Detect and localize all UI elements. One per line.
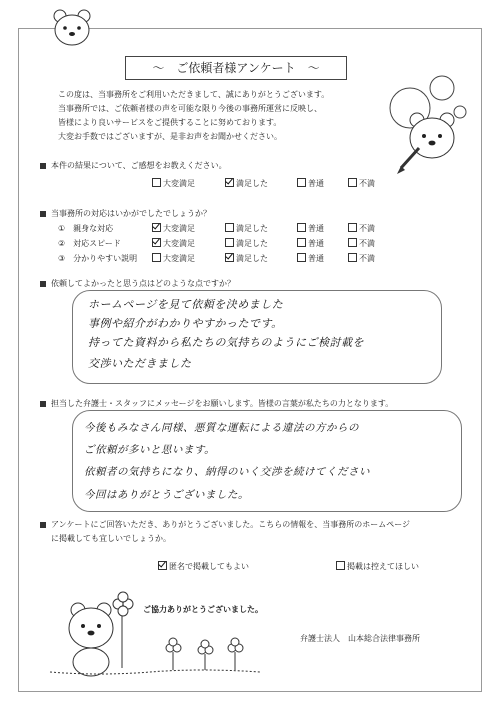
q2-option[interactable] bbox=[152, 238, 195, 249]
question-4 bbox=[40, 398, 393, 409]
q2-option[interactable] bbox=[225, 238, 268, 249]
checkbox-checked[interactable] bbox=[225, 178, 234, 187]
question-text: 本件の結果について、ご感想をお教えください。 bbox=[51, 161, 227, 170]
checkbox[interactable] bbox=[152, 253, 161, 262]
intro-line: この度は、当事務所をご利用いただきまして、誠にありがとうございます。 bbox=[58, 90, 330, 99]
option-label: 不満 bbox=[359, 179, 375, 188]
question-5 bbox=[40, 518, 440, 546]
q3-answer-line: ホームページを見て依頼を決めました bbox=[88, 298, 284, 311]
question-text: に掲載しても宜しいでしょうか。 bbox=[51, 534, 171, 543]
question-text: 担当した弁護士・スタッフにメッセージをお願いします。皆様の言葉が私たちの力となります。 bbox=[51, 399, 394, 408]
pencil-icon bbox=[395, 108, 465, 176]
checkbox[interactable] bbox=[348, 238, 357, 247]
q3-answer-line: 事例や紹介がわかりやすかったです。 bbox=[88, 317, 283, 330]
q2-option[interactable] bbox=[225, 253, 268, 264]
option-label: 不満 bbox=[359, 254, 375, 263]
checkbox[interactable] bbox=[297, 223, 306, 232]
q2-option[interactable] bbox=[297, 253, 324, 264]
q2-option[interactable] bbox=[152, 223, 195, 234]
checkbox[interactable] bbox=[348, 178, 357, 187]
checkbox[interactable] bbox=[297, 238, 306, 247]
page-title: ～ ご依頼者様アンケート ～ bbox=[125, 56, 347, 80]
option-label: 普通 bbox=[308, 179, 324, 188]
question-3 bbox=[40, 278, 235, 289]
intro-line: 皆様により良いサービスをご提供することに努めております。 bbox=[58, 118, 282, 127]
thanks-text: ご協力ありがとうございました。 bbox=[143, 605, 263, 614]
q1-option[interactable] bbox=[152, 178, 195, 189]
checkbox[interactable] bbox=[297, 253, 306, 262]
option-label: 匿名で掲載してもよい bbox=[169, 562, 249, 571]
option-label: 普通 bbox=[308, 254, 324, 263]
question-1 bbox=[40, 160, 227, 171]
row-label: 分かりやすい説明 bbox=[73, 254, 138, 263]
q2-option[interactable] bbox=[297, 238, 324, 249]
q1-option[interactable] bbox=[348, 178, 375, 189]
checkbox[interactable] bbox=[297, 178, 306, 187]
row-label: 親身な対応 bbox=[73, 224, 114, 233]
bullet-icon bbox=[40, 163, 46, 169]
q2-option[interactable] bbox=[152, 253, 195, 264]
checkbox-checked[interactable] bbox=[152, 238, 161, 247]
bullet-icon bbox=[40, 281, 46, 287]
consent-yes-option[interactable] bbox=[158, 561, 249, 572]
q2-row-label bbox=[58, 238, 121, 249]
checkbox[interactable] bbox=[336, 561, 345, 570]
option-label: 満足した bbox=[236, 239, 268, 248]
checkbox-checked[interactable] bbox=[225, 253, 234, 262]
firm-name-text: 山本総合法律事務所 bbox=[348, 634, 420, 643]
option-label: 満足した bbox=[236, 224, 268, 233]
option-label: 大変満足 bbox=[163, 239, 195, 248]
option-label: 不満 bbox=[359, 224, 375, 233]
q4-answer-line: ご依頼が多いと思います。 bbox=[84, 444, 216, 456]
row-label: 対応スピード bbox=[73, 239, 121, 248]
checkbox-checked[interactable] bbox=[158, 561, 167, 570]
intro-line: 当事務所では、ご依頼者様の声を可能な限り今後の事務所運営に反映し、 bbox=[58, 104, 322, 113]
question-text: 依頼してよかったと思う点はどのような点ですか？ bbox=[51, 279, 235, 288]
q2-row-label bbox=[58, 223, 113, 234]
q2-option[interactable] bbox=[297, 223, 324, 234]
checkbox[interactable] bbox=[152, 178, 161, 187]
option-label: 大変満足 bbox=[163, 224, 195, 233]
question-2 bbox=[40, 208, 211, 219]
consent-no-option[interactable] bbox=[336, 561, 419, 572]
option-label: 不満 bbox=[359, 239, 375, 248]
q4-answer-line: 依頼者の気持ちになり、納得のいく交渉を続けてください bbox=[84, 466, 370, 478]
question-text: アンケートにご回答いただき、ありがとうございました。こちらの情報を、当事務所のホームページ bbox=[51, 520, 411, 529]
q3-answer-line: 交渉いただきました bbox=[88, 357, 192, 370]
intro-line: 大変お手数ではございますが、是非お声をお聞かせください。 bbox=[58, 132, 282, 141]
q1-option[interactable] bbox=[297, 178, 324, 189]
q4-answer-line: 今後もみなさん同様、悪質な運転による違法の方からの bbox=[84, 422, 359, 434]
bullet-icon bbox=[40, 522, 46, 528]
row-number: ③ bbox=[58, 254, 66, 263]
bear-icon bbox=[50, 8, 94, 48]
q2-option[interactable] bbox=[348, 253, 375, 264]
question-text: 当事務所の対応はいかがでしたでしょうか？ bbox=[51, 209, 211, 218]
bullet-icon bbox=[40, 211, 46, 217]
checkbox[interactable] bbox=[348, 223, 357, 232]
option-label: 大変満足 bbox=[163, 179, 195, 188]
checkbox[interactable] bbox=[348, 253, 357, 262]
option-label: 普通 bbox=[308, 224, 324, 233]
q2-option[interactable] bbox=[348, 223, 375, 234]
intro-text bbox=[58, 88, 388, 144]
option-label: 大変満足 bbox=[163, 254, 195, 263]
firm-name bbox=[300, 633, 428, 644]
row-number: ① bbox=[58, 224, 66, 233]
q4-answer-line: 今回はありがとうございました。 bbox=[84, 489, 249, 501]
option-label: 普通 bbox=[308, 239, 324, 248]
q2-row-label bbox=[58, 253, 137, 264]
option-label: 満足した bbox=[236, 254, 268, 263]
checkbox-checked[interactable] bbox=[152, 223, 161, 232]
q2-option[interactable] bbox=[348, 238, 375, 249]
row-number: ② bbox=[58, 239, 66, 248]
option-label: 満足した bbox=[236, 179, 268, 188]
q1-option[interactable] bbox=[225, 178, 268, 189]
q2-option[interactable] bbox=[225, 223, 268, 234]
bullet-icon bbox=[40, 401, 46, 407]
firm-type: 弁護士法人 bbox=[300, 634, 340, 643]
checkbox[interactable] bbox=[225, 223, 234, 232]
q3-answer-line: 持ってた資料から私たちの気持ちのようにご検討載を bbox=[88, 336, 364, 349]
option-label: 掲載は控えてほしい bbox=[347, 562, 419, 571]
checkbox[interactable] bbox=[225, 238, 234, 247]
